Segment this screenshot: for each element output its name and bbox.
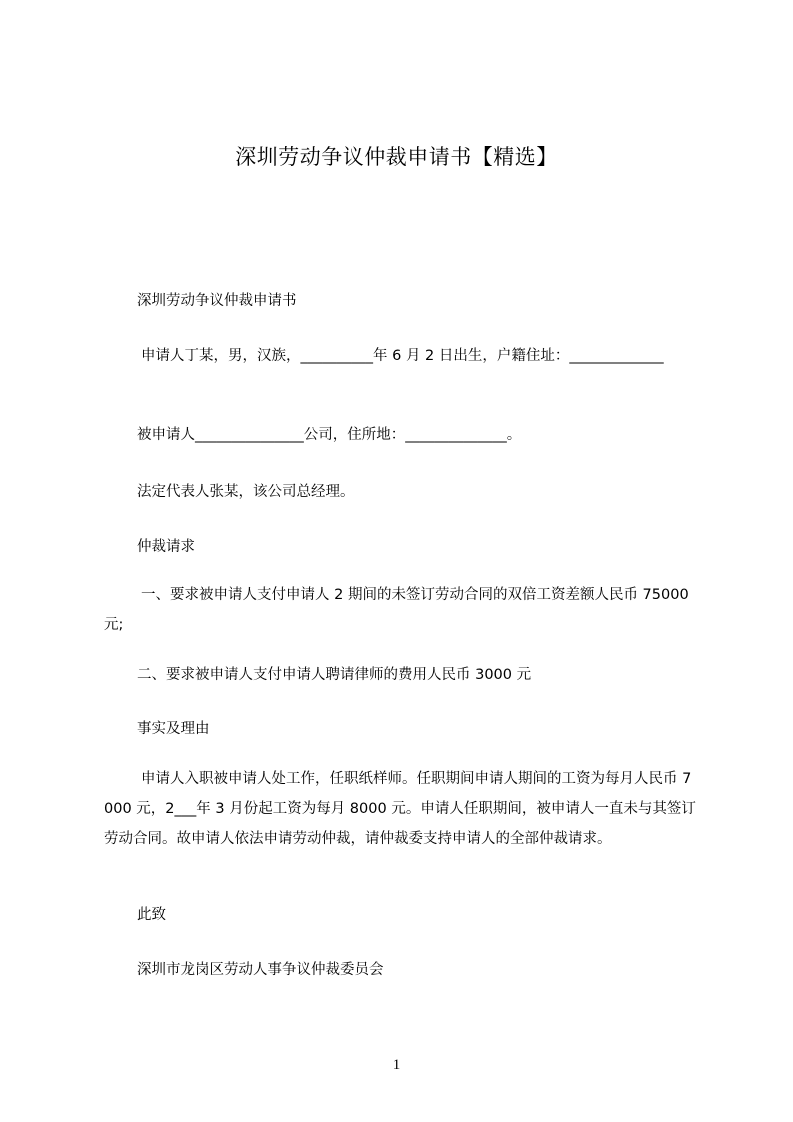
respondent-paragraph: 被申请人_______________公司，住所地：______________。: [137, 427, 522, 443]
document-title: 深圳劳动争议仲裁申请书【精选】: [235, 145, 558, 169]
recipient-paragraph: 深圳市龙岗区劳动人事争议仲裁委员会: [137, 962, 384, 978]
claims-heading: 仲裁请求: [137, 539, 195, 555]
closing-salutation: 此致: [137, 907, 166, 923]
legal-rep-paragraph: 法定代表人张某，该公司总经理。: [137, 484, 355, 500]
applicant-paragraph: 申请人丁某，男，汉族，__________年 6 月 2 日出生，户籍住址：_____________: [141, 348, 664, 364]
facts-paragraph: 申请人入职被申请人处工作，任职纸样师。任职期间申请人期间的工资为每月人民币 7000 元，2___年 3 月份起工资为每月 8000 元。申请人任职期间，被申请人一直未与其签订劳动合同。故申请人依法申请劳动仲裁，请仲裁委支持申请人的全部仲裁请求。: [104, 771, 696, 847]
claim-two-paragraph: 二、要求被申请人支付申请人聘请律师的费用人民币 3000 元: [137, 667, 532, 683]
page-number: 1: [392, 1057, 401, 1073]
claim-one-paragraph: 一、要求被申请人支付申请人 2 期间的未签订劳动合同的双倍工资差额人民币 75000 元;: [104, 587, 689, 633]
facts-heading: 事实及理由: [137, 721, 210, 737]
subtitle-paragraph: 深圳劳动争议仲裁申请书: [137, 293, 297, 309]
